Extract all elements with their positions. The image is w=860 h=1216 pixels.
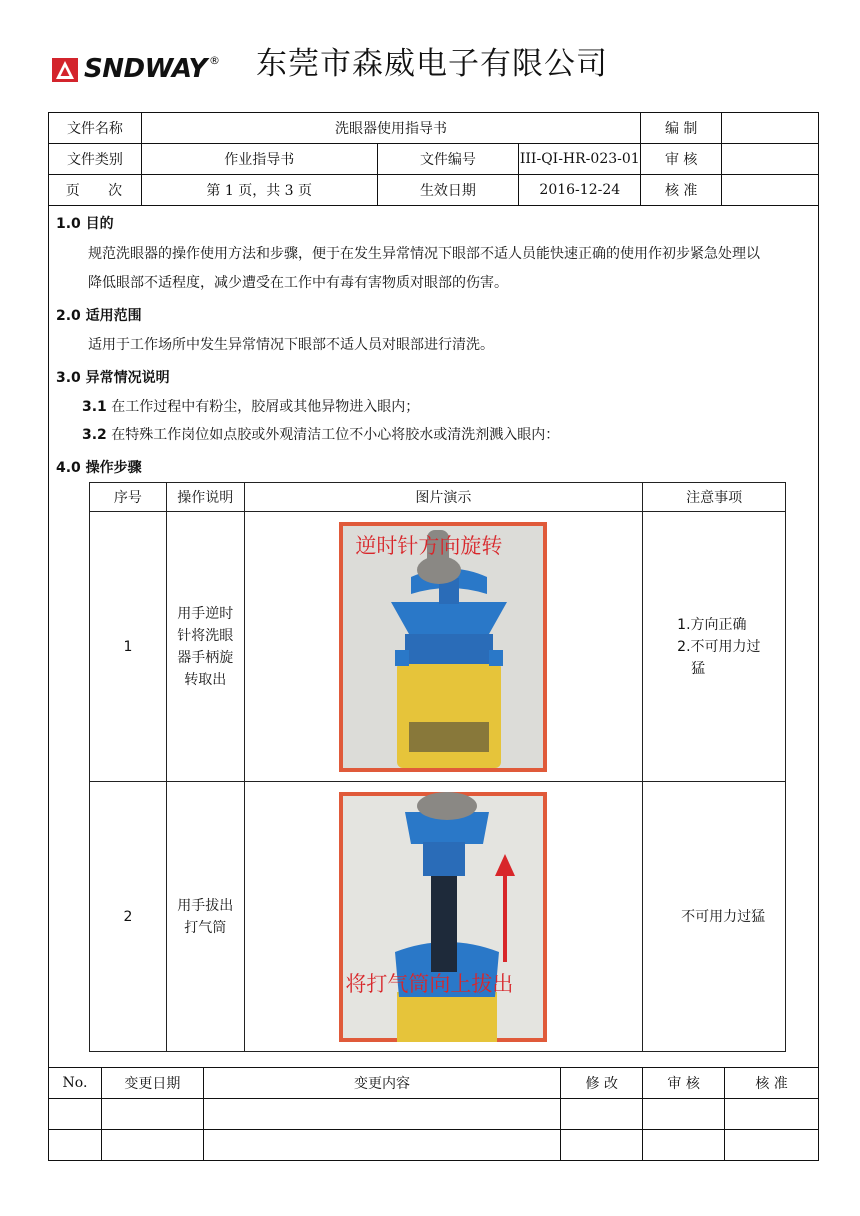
desc-line: 器手柄旋 [177,649,234,666]
photo-caption: 将打气筒向上拔出 [345,971,514,996]
doc-name-label: 文件名称 [49,113,142,144]
table-row [49,1099,819,1130]
step-1-photo [339,522,547,772]
change-header-content: 变更内容 [203,1068,560,1099]
step-2-photo [339,792,547,1042]
approve-value [722,175,819,206]
note-line: 不可用力过猛 [681,908,766,925]
section-2-title: 2.0 适用范围 [56,308,142,324]
page-label: 页 次 [49,175,142,206]
date-label: 生效日期 [377,175,519,206]
section-3-item-2 [82,420,559,450]
col-header-photo: 图片演示 [244,483,643,512]
table-row [90,512,786,782]
approve-label: 核 准 [641,175,722,206]
photo-caption: 逆时针方向旋转 [355,533,503,558]
change-header-date: 变更日期 [101,1068,203,1099]
desc-line: 针将洗眼 [177,627,234,644]
change-header-approve: 核 准 [725,1068,819,1099]
doc-name-value: 洗眼器使用指导书 [141,113,640,144]
col-header-notes: 注意事项 [643,483,786,512]
logo-text: SNDWAY [84,54,207,84]
company-name: 东莞市森威电子有限公司 [256,46,608,82]
review-value [722,144,819,175]
edit-value [722,113,819,144]
section-1-line-1: 规范洗眼器的操作使用方法和步骤，便于在发生异常情况下眼部不适人员能快速正确的使用作初步紧急处理以 [88,246,760,262]
desc-line: 用手逆时 [177,605,234,622]
page-value: 第 1 页，共 3 页 [141,175,377,206]
table-row [90,782,786,1052]
note-line: 猛 [691,660,706,677]
doc-type-value: 作业指导书 [141,144,377,175]
doc-no-value: III-QI-HR-023-01 [519,144,641,175]
desc-line: 转取出 [184,671,227,688]
review-label: 审 核 [641,144,722,175]
section-1-title: 1.0 目的 [56,216,114,232]
edit-label: 编 制 [641,113,722,144]
step-notes [643,512,786,782]
desc-line: 打气筒 [184,919,227,936]
step-photo-cell [244,512,643,782]
step-photo-cell [244,782,643,1052]
item-number: 3.2 [82,427,107,443]
note-line: 1.方向正确 [677,616,747,633]
section-4-title: 4.0 操作步骤 [56,460,142,476]
step-notes [643,782,786,1052]
logo-icon [52,58,78,82]
document-meta-table [48,112,819,206]
section-3-title: 3.0 异常情况说明 [56,370,170,386]
change-header-modify: 修 改 [561,1068,643,1099]
note-line: 2.不可用力过 [677,638,761,655]
col-header-desc: 操作说明 [166,483,244,512]
table-row [49,1130,819,1161]
step-description [166,782,244,1052]
steps-table [89,482,786,1052]
doc-no-label: 文件编号 [377,144,519,175]
desc-line: 用手拔出 [177,897,234,914]
step-description [166,512,244,782]
change-header-review: 审 核 [643,1068,725,1099]
col-header-no: 序号 [90,483,167,512]
section-3-item-1 [82,392,419,422]
registered-mark: ® [209,54,220,67]
change-header-no: No. [49,1068,102,1099]
section-1-line-2: 降低眼部不适程度，减少遭受在工作中有毒有害物质对眼部的伤害。 [88,275,508,291]
doc-type-label: 文件类别 [49,144,142,175]
item-number: 3.1 [82,399,107,415]
step-number: 1 [90,512,167,782]
item-text: 在工作过程中有粉尘，胶屑或其他异物进入眼内； [111,399,420,415]
item-text: 在特殊工作岗位如点胶或外观清洁工位不小心将胶水或清洗剂溅入眼内： [111,427,560,443]
date-value: 2016-12-24 [519,175,641,206]
change-log-table [48,1067,819,1161]
step-number: 2 [90,782,167,1052]
section-2-text: 适用于工作场所中发生异常情况下眼部不适人员对眼部进行清洗。 [88,337,494,353]
